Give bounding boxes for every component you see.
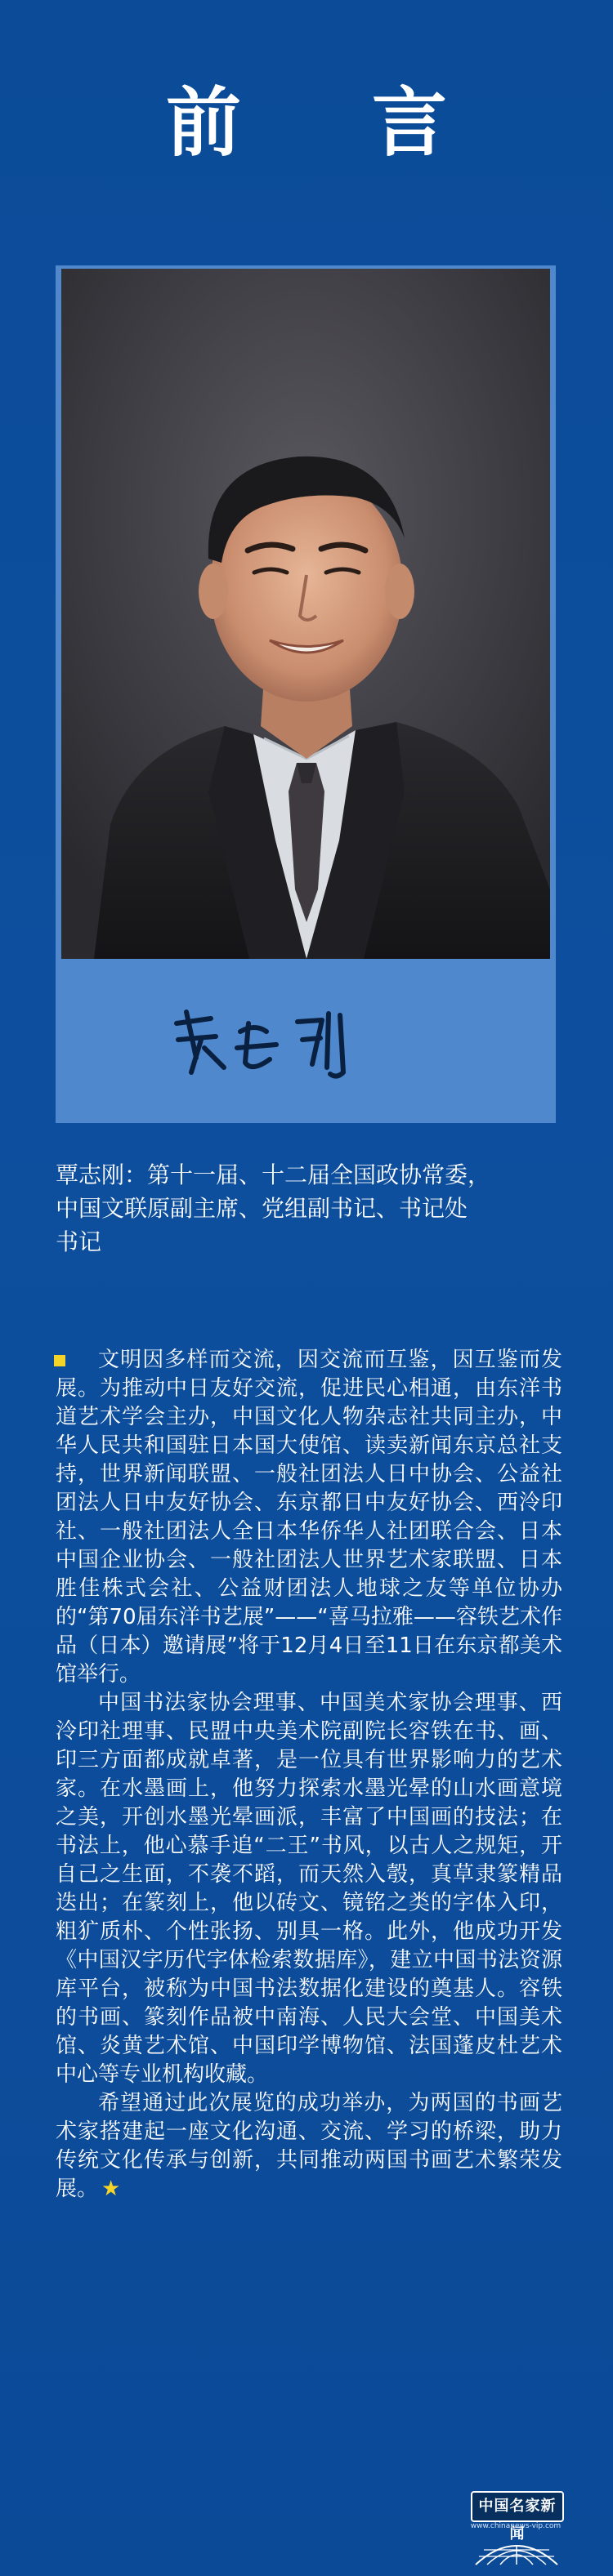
portrait-illustration bbox=[61, 269, 550, 959]
star-icon: ★ bbox=[101, 2177, 121, 2201]
caption-line: 中国文联原副主席、党组副书记、书记处 bbox=[56, 1195, 468, 1222]
signature-mark bbox=[56, 966, 556, 1121]
caption-line: 书记 bbox=[56, 1228, 102, 1255]
preface-body bbox=[56, 1346, 562, 2204]
page-title: 前 言 bbox=[165, 79, 500, 167]
globe-icon bbox=[472, 2534, 561, 2566]
preface-paragraph-1: 文明因多样而交流，因交流而互鉴，因互鉴而发展。为推动中日友好交流，促进民心相通，由东洋书道艺术学会主办，中国文化人物杂志社共同主办，中华人民共和国驻日本国大使馆、读卖新闻东京总社支持，世界新闻联盟、一般社团法人日中协会、公益社团法人日中友好协会、东京都日中友好协会、西泠印社、一般社团法人全日本华侨华人社团联合会、日本中国企业协会、一般社团法人世界艺术家联盟、日本胜佳株式会社、公益财团法人地球之友等单位协办的“第70届东洋书艺展”——“喜马拉雅——容铁艺术作品（日本）邀请展”将于12月4日至11日在东京都美术馆举行。 bbox=[56, 1348, 562, 1687]
logo-url: www.chinanews-vip.com bbox=[470, 2522, 562, 2530]
preface-paragraph-2: 中国书法家协会理事、中国美术家协会理事、西泠印社理事、民盟中央美术院副院长容铁在书、画、印三方面都成就卓著，是一位具有世界影响力的艺术家。在水墨画上，他努力探索水墨光晕的山水画意境之美，开创水墨光晕画派，丰富了中国画的技法；在书法上，他心慕手追“二王”书风，以古人之规矩，开自己之生面，不袭不蹈，而天然入彀，真草隶篆精品迭出；在篆刻上，他以砖文、镜铭之类的字体入印，粗犷质朴、个性张扬、别具一格。此外，他成功开发《中国汉字历代字体检索数据库》，建立中国书法资源库平台，被称为中国书法数据化建设的奠基人。容铁的书画、篆刻作品被中南海、人民大会堂、中国美术馆、炎黄艺术馆、中国印学博物馆、法国蓬皮杜艺术中心等专业机构收藏。 bbox=[56, 1691, 562, 2087]
caption-line: 覃志刚：第十一届、十二届全国政协常委， bbox=[56, 1161, 491, 1188]
logo-name: 中国名家新闻 bbox=[471, 2491, 564, 2522]
preface-paragraph-3-text: 希望通过此次展览的成功举办，为两国的书画艺术家搭建起一座文化沟通、交流、学习的桥梁，助力传统文化传承与创新，共同推动两国书画艺术繁荣发展。 bbox=[56, 2091, 562, 2201]
publisher-logo bbox=[458, 2491, 580, 2565]
bullet-square-icon bbox=[54, 1355, 65, 1366]
portrait-caption bbox=[56, 1158, 562, 1259]
portrait-frame bbox=[56, 265, 556, 1123]
portrait-photo bbox=[61, 269, 550, 959]
preface-paragraph-3 bbox=[56, 2089, 562, 2204]
signature bbox=[56, 966, 556, 1121]
